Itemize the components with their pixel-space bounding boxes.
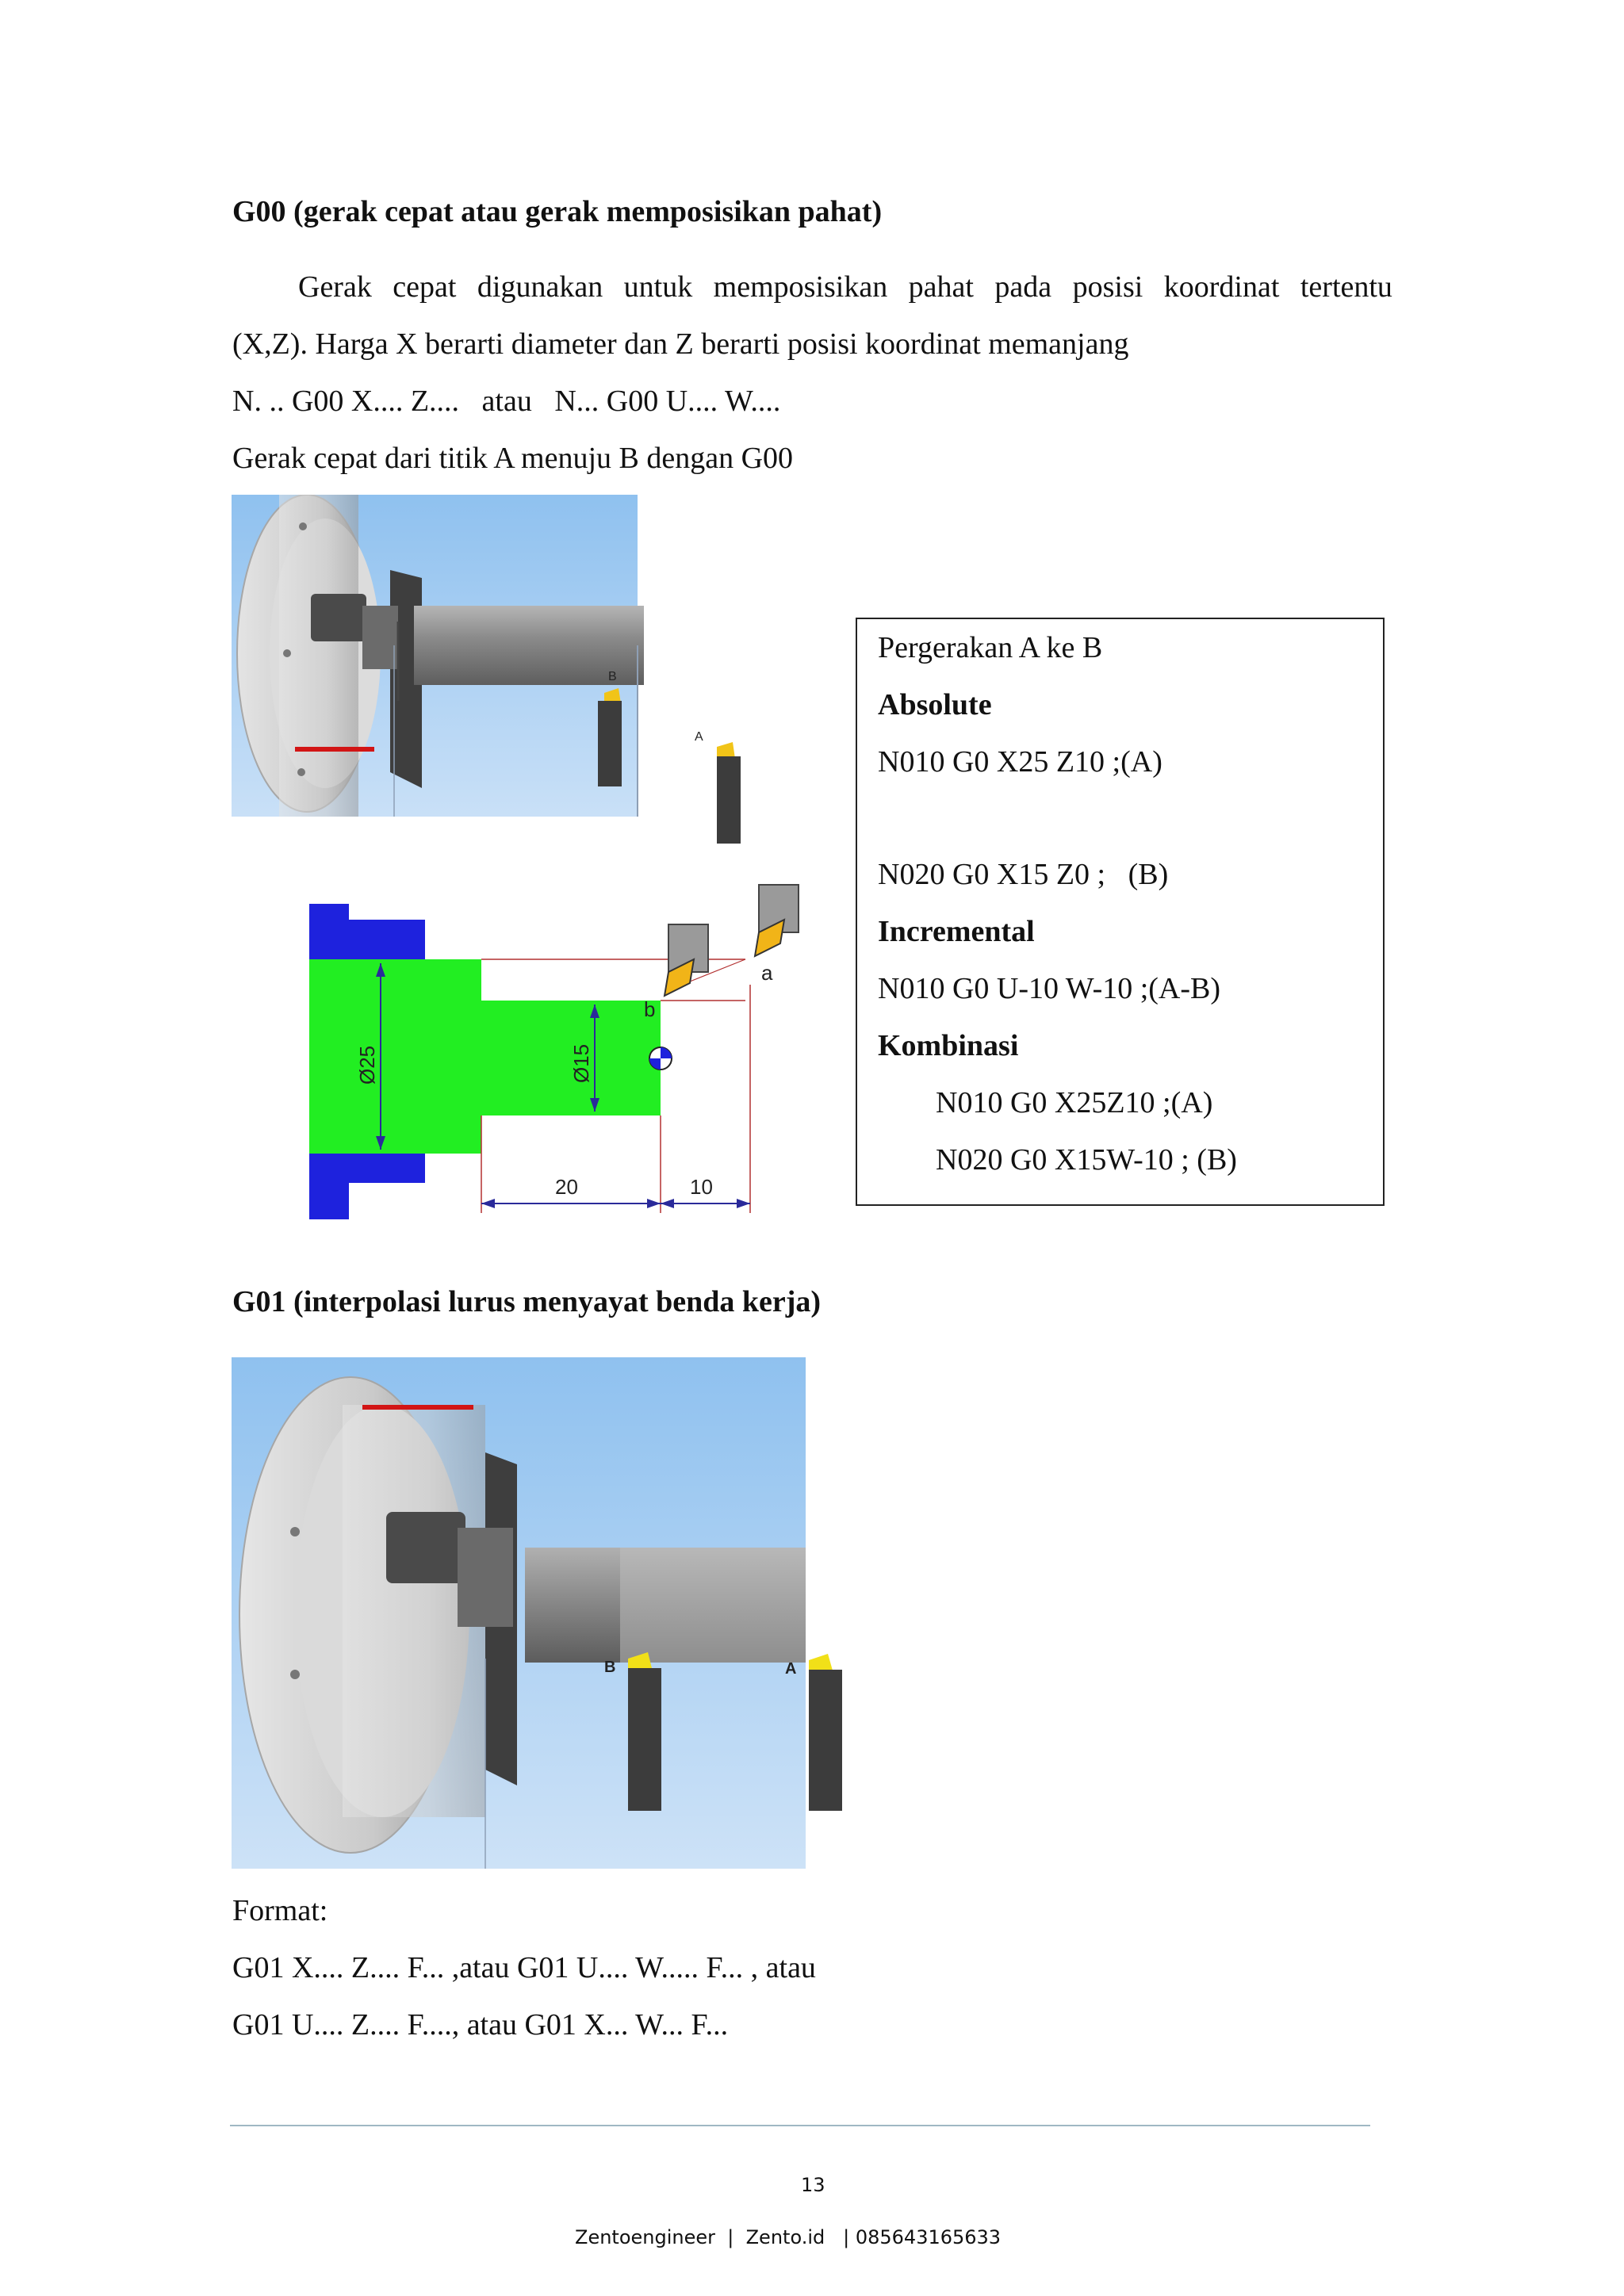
codebox-absolute-heading: Absolute — [878, 688, 992, 721]
paragraph-line-2: (X,Z). Harga X berarti diameter dan Z berarti posisi koordinat memanjang — [232, 327, 1129, 361]
diagram-label-b: b — [644, 997, 656, 1021]
codebox-kombinasi-line-2: N020 G0 X15W-10 ; (B) — [936, 1143, 1237, 1177]
footer-brand: Zentoengineer — [575, 2226, 715, 2248]
figure2-label-a: A — [785, 1660, 797, 1678]
paragraph-line-1 — [298, 270, 1392, 304]
codebox-incremental-heading: Incremental — [878, 915, 1035, 948]
codebox-incremental-line-1: N010 G0 U-10 W-10 ;(A-B) — [878, 972, 1221, 1005]
codebox-title: Pergerakan A ke B — [878, 631, 1103, 664]
codebox-absolute-line-2: N020 G0 X15 Z0 ; (B) — [878, 858, 1169, 891]
dimension-length-20: 20 — [555, 1175, 578, 1199]
lathe-figure-g00 — [232, 495, 850, 844]
paragraph-line-1-word: untuk — [623, 270, 693, 304]
dimension-diameter-15: Ø15 — [569, 1043, 593, 1083]
format-line-2: G01 U.... Z.... F...., atau G01 X... W... F... — [232, 2008, 729, 2042]
paragraph-line-1-word: koordinat — [1163, 270, 1280, 304]
paragraph-line-1-word: Gerak — [298, 270, 372, 304]
codebox-kombinasi-heading: Kombinasi — [878, 1029, 1019, 1062]
footer-contact: Zentoengineer | Zento.id | 085643165633 — [575, 2226, 1002, 2248]
paragraph-line-1-word: tertentu — [1300, 270, 1392, 304]
section-heading-g01: G01 (interpolasi lurus menyayat benda kerja) — [232, 1285, 822, 1318]
figure1-label-a: A — [695, 730, 703, 744]
dimension-length-10: 10 — [690, 1175, 713, 1199]
figure2-label-b: B — [604, 1659, 616, 1676]
section-heading-g00: G00 (gerak cepat atau gerak memposisikan pahat) — [232, 195, 883, 228]
footer-divider — [230, 2125, 1370, 2126]
paragraph-line-1-word: cepat — [393, 270, 457, 304]
paragraph-line-4: Gerak cepat dari titik A menuju B dengan G00 — [232, 442, 794, 475]
footer-site: Zento.id — [745, 2226, 825, 2248]
figure1-label-b: B — [608, 670, 617, 683]
paragraph-line-1-word: pahat — [908, 270, 974, 304]
codebox-kombinasi-line-1: N010 G0 X25Z10 ;(A) — [936, 1086, 1213, 1119]
page-number: 13 — [801, 2174, 825, 2196]
paragraph-line-1-word: posisi — [1072, 270, 1143, 304]
dimension-diameter-25: Ø25 — [355, 1045, 379, 1085]
paragraph-line-1-word: memposisikan — [713, 270, 888, 304]
g00-code-box — [856, 618, 1385, 1206]
format-line: N. .. G00 X.... Z.... atau N... G00 U.... W.... — [232, 385, 781, 418]
codebox-absolute-line-1: N010 G0 X25 Z10 ;(A) — [878, 745, 1162, 779]
paragraph-line-1-word: digunakan — [477, 270, 603, 304]
format-line-1: G01 X.... Z.... F... ,atau G01 U.... W..... F... , atau — [232, 1951, 816, 1984]
workpiece-dimension-diagram — [301, 880, 809, 1229]
format-label: Format: — [232, 1894, 328, 1927]
diagram-label-a: a — [761, 961, 773, 985]
paragraph-line-1-word: pada — [994, 270, 1052, 304]
lathe-figure-g01 — [232, 1357, 850, 1873]
footer-phone: 085643165633 — [855, 2226, 1002, 2248]
